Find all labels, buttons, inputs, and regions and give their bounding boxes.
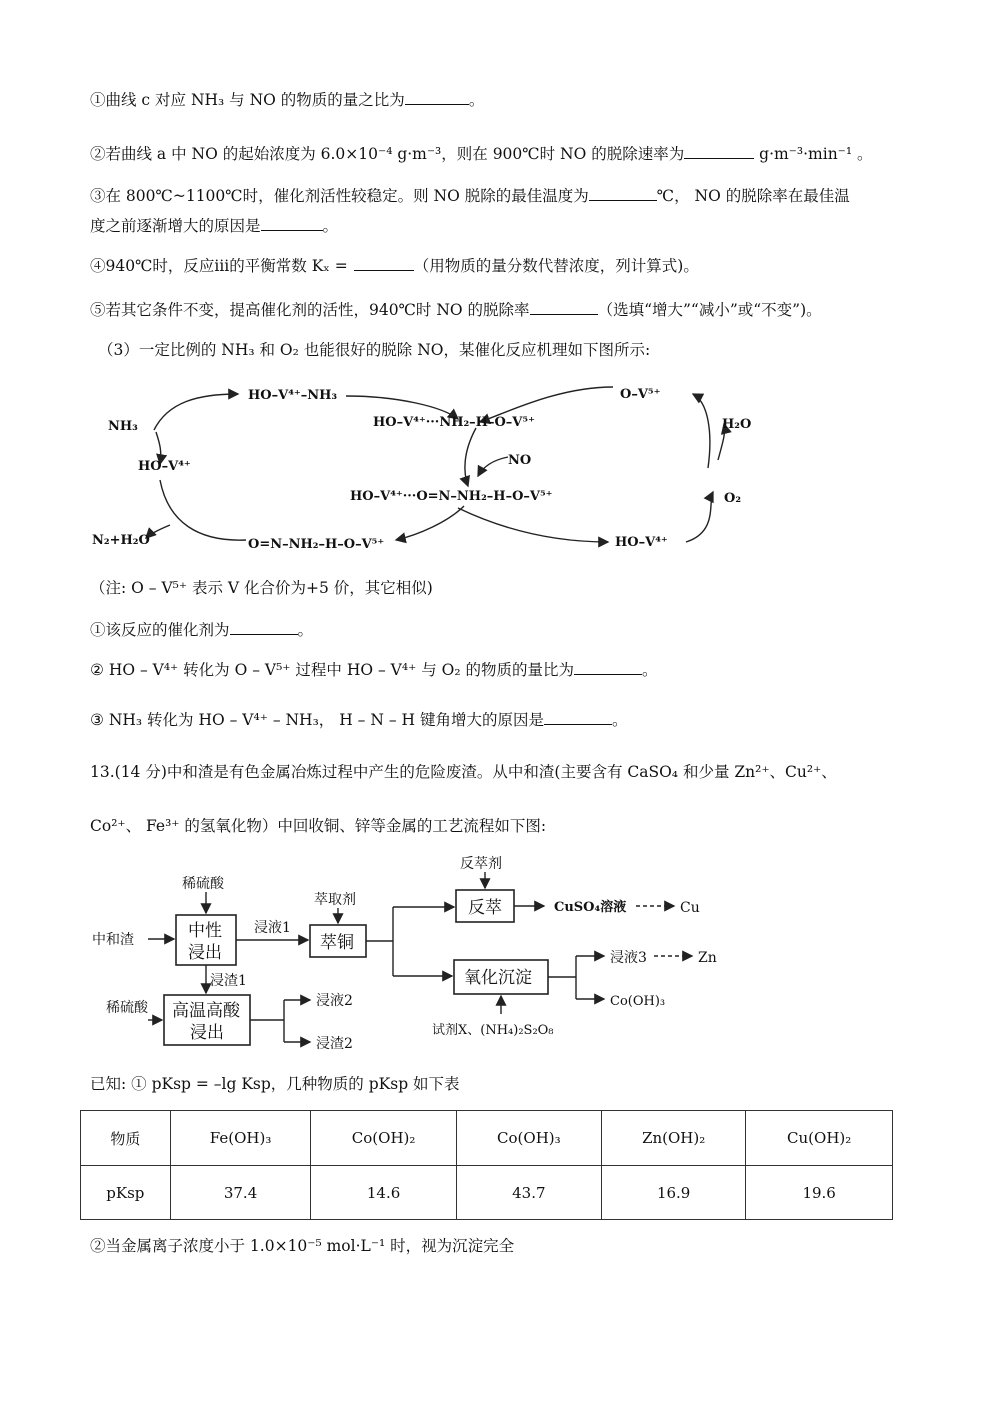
flow-cu-extract: 萃铜 — [320, 933, 354, 953]
answer-blank[interactable] — [544, 710, 612, 725]
q2-part1-text: ①曲线 c 对应 NH₃ 与 NO 的物质的量之比为 — [90, 91, 405, 109]
answer-blank[interactable] — [530, 300, 598, 315]
q3-sub3-end: 。 — [611, 711, 628, 729]
q3-note: （注: O – V⁵⁺ 表示 V 化合价为+5 价，其它相似) — [90, 579, 433, 597]
flow-hot-leach-2: 浸出 — [190, 1023, 224, 1043]
table-cell: 43.7 — [456, 1166, 601, 1220]
flow-strip-agent: 反萃剂 — [460, 856, 502, 872]
flow-residue2: 浸渣2 — [316, 1036, 353, 1052]
q3-sub2 — [90, 658, 657, 682]
q2-part4-end: （用物质的量分数代替浓度，列计算式)。 — [413, 257, 699, 275]
mech-nh3: NH₃ — [108, 419, 138, 434]
table-row — [81, 1166, 893, 1220]
flow-leachate2: 浸液2 — [316, 993, 353, 1009]
answer-blank[interactable] — [354, 256, 414, 271]
mech-mid-complex: HO–V⁴⁺···NH₂–H–O–V⁵⁺ — [373, 415, 535, 430]
process-flow-diagram — [88, 852, 728, 1060]
flow-oxid-precip: 氧化沉淀 — [464, 968, 532, 988]
q3-sub2-end: 。 — [641, 661, 658, 679]
flow-cu: Cu — [680, 900, 700, 916]
q2-part2-text: ②若曲线 a 中 NO 的起始浓度为 6.0×10⁻⁴ g·m⁻³，则在 900℃时 NO 的脱除速率为 — [90, 145, 685, 163]
flow-co-oh3: Co(OH)₃ — [610, 994, 666, 1009]
table-cell: 19.6 — [746, 1166, 893, 1220]
flow-neutral-leach-1: 中性 — [188, 921, 222, 941]
q2-part1-end: 。 — [468, 91, 485, 109]
flow-dilute-acid-left: 稀硫酸 — [106, 1000, 148, 1016]
mech-hov-left: HO–V⁴⁺ — [138, 459, 191, 474]
table-cell: pKsp — [81, 1166, 171, 1220]
table-cell: 14.6 — [311, 1166, 456, 1220]
q2-part4-text: ④940℃时，反应ⅲ的平衡常数 Kₓ = — [90, 257, 348, 275]
q2-part4 — [90, 254, 699, 278]
mech-no: NO — [508, 453, 532, 468]
q2-part3a — [90, 184, 850, 208]
mech-h2o: H₂O — [722, 417, 752, 432]
answer-blank[interactable] — [589, 186, 657, 201]
q13-known1: 已知: ① pKsp = –lg Ksp，几种物质的 pKsp 如下表 — [90, 1075, 460, 1093]
q3-sub1-end: 。 — [297, 621, 314, 639]
flow-leachate1: 浸液1 — [254, 920, 291, 936]
q3-sub1-text: ①该反应的催化剂为 — [90, 621, 230, 639]
table-cell: 16.9 — [601, 1166, 745, 1220]
flow-residue1: 浸渣1 — [210, 973, 247, 989]
q2-part2-end: g·m⁻³·min⁻¹ 。 — [754, 145, 873, 163]
q2-part3a-end: ℃， NO 的脱除率在最佳温 — [656, 187, 850, 205]
pksp-table — [80, 1110, 893, 1220]
flow-zn: Zn — [698, 950, 717, 966]
mech-lower-complex: HO–V⁴⁺···O=N–NH₂–H–O–V⁵⁺ — [350, 489, 553, 504]
mech-bottom-complex: O=N–NH₂–H–O–V⁵⁺ — [248, 537, 385, 552]
mech-hov-right: HO–V⁴⁺ — [615, 535, 668, 550]
table-header-row — [81, 1111, 893, 1166]
mech-ov5: O–V⁵⁺ — [620, 387, 661, 402]
q2-part3a-text: ③在 800℃~1100℃时，催化剂活性较稳定。则 NO 脱除的最佳温度为 — [90, 187, 589, 205]
q2-part2 — [90, 142, 873, 166]
flow-neutral-leach-2: 浸出 — [188, 943, 222, 963]
q13-line1: 13.(14 分)中和渣是有色金属冶炼过程中产生的危险废渣。从中和渣(主要含有 CaSO₄ 和少量 Zn²⁺、Cu²⁺、 — [90, 763, 837, 781]
table-cell: Co(OH)₂ — [311, 1111, 456, 1166]
flow-dilute-acid-top: 稀硫酸 — [182, 876, 224, 892]
mech-o2: O₂ — [724, 491, 742, 506]
q3-sub1 — [90, 618, 313, 642]
answer-blank[interactable] — [574, 660, 642, 675]
table-cell: 37.4 — [170, 1166, 311, 1220]
mech-products: N₂+H₂O — [92, 533, 150, 548]
table-cell: Co(OH)₃ — [456, 1111, 601, 1166]
mech-top-center: HO–V⁴⁺–NH₃ — [248, 388, 338, 403]
table-cell: 物质 — [81, 1111, 171, 1166]
q2-part5-end: （选填“增大”“减小”或“不变”)。 — [597, 301, 822, 319]
q3-intro: （3）一定比例的 NH₃ 和 O₂ 也能很好的脱除 NO，某催化反应机理如下图所示: — [98, 341, 651, 359]
q3-sub3-text: ③ NH₃ 转化为 HO – V⁴⁺ – NH₃， H – N – H 键角增大的原因是 — [90, 711, 544, 729]
q2-part3b-end: 。 — [322, 217, 339, 235]
q3-sub3 — [90, 708, 627, 732]
answer-blank[interactable] — [684, 144, 754, 159]
q13-known2: ②当金属离子浓度小于 1.0×10⁻⁵ mol·L⁻¹ 时，视为沉淀完全 — [90, 1237, 515, 1255]
q2-part5-text: ⑤若其它条件不变，提高催化剂的活性，940℃时 NO 的脱除率 — [90, 301, 530, 319]
flow-hot-leach-1: 高温高酸 — [172, 1001, 240, 1021]
flow-cuso4: CuSO₄溶液 — [554, 900, 627, 915]
q2-part3b-text: 度之前逐渐增大的原因是 — [90, 217, 261, 235]
q3-sub2-text: ② HO – V⁴⁺ 转化为 O – V⁵⁺ 过程中 HO – V⁴⁺ 与 O₂ 的物质的量比为 — [90, 661, 574, 679]
table-cell: Fe(OH)₃ — [170, 1111, 311, 1166]
answer-blank[interactable] — [261, 216, 323, 231]
table-cell: Cu(OH)₂ — [746, 1111, 893, 1166]
flow-residue-in: 中和渣 — [92, 932, 134, 948]
q2-part1 — [90, 88, 484, 112]
q13-line2: Co²⁺、 Fe³⁺ 的氢氧化物）中回收铜、锌等金属的工艺流程如下图: — [90, 817, 547, 835]
flow-leachate3: 浸液3 — [610, 950, 647, 966]
answer-blank[interactable] — [230, 620, 298, 635]
answer-blank[interactable] — [405, 90, 469, 105]
mechanism-diagram — [88, 372, 758, 562]
table-cell: Zn(OH)₂ — [601, 1111, 745, 1166]
flow-extractant: 萃取剂 — [314, 892, 356, 908]
q2-part5 — [90, 298, 822, 322]
q2-part3b — [90, 214, 338, 238]
flow-strip: 反萃 — [468, 898, 502, 918]
flow-reagents: 试剂X、(NH₄)₂S₂O₈ — [432, 1023, 554, 1038]
